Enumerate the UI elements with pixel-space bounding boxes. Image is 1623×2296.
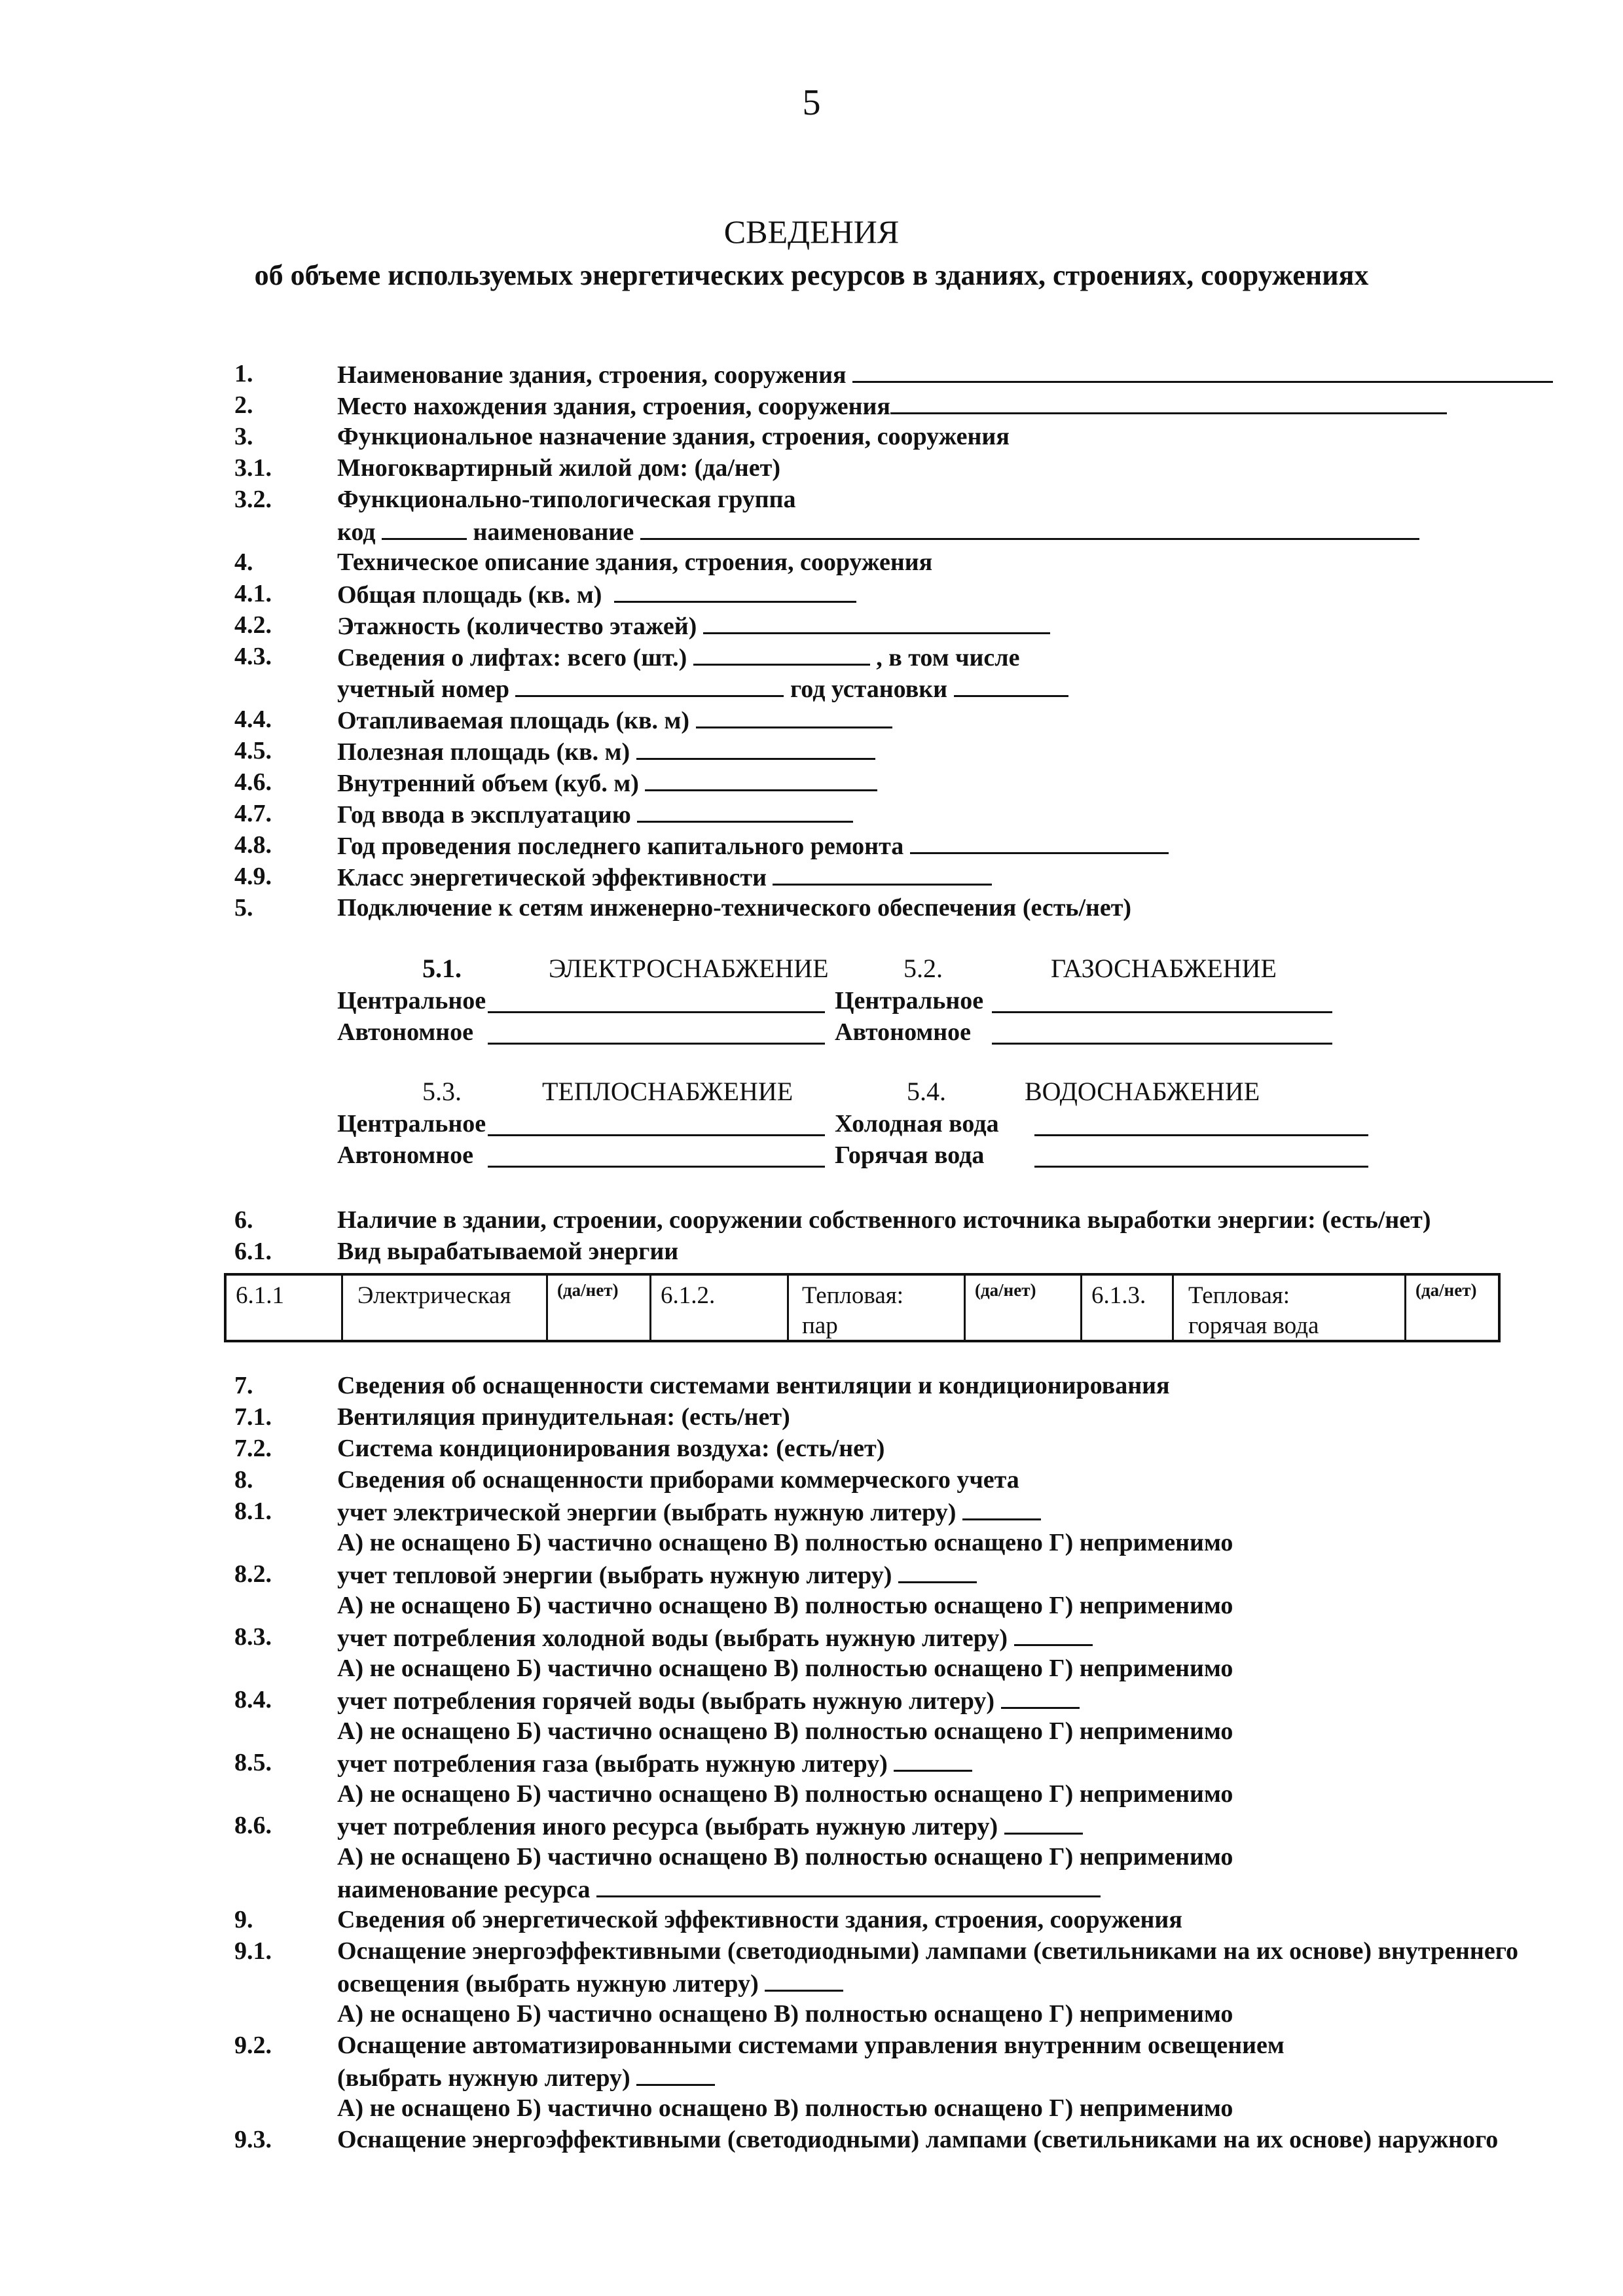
lift-number-field[interactable]: [515, 675, 784, 697]
electric-meter-letter-field[interactable]: [962, 1499, 1041, 1520]
document-subtitle: об объеме используемых энергетических ресурсов в зданиях, строениях, сооружениях: [254, 259, 1369, 291]
table-cell-electric: Электрическая: [343, 1276, 548, 1340]
heat-meter-letter-field[interactable]: [898, 1562, 977, 1583]
internal-volume-field[interactable]: [645, 770, 877, 791]
cold-water-label: Холодная вода: [835, 1110, 999, 1138]
gas-autonomous-label: Автономное: [835, 1018, 971, 1046]
energy-source-table: [224, 1273, 1501, 1342]
group-code-field[interactable]: [382, 518, 467, 540]
energy-class-field[interactable]: [773, 864, 992, 886]
building-name-field[interactable]: [852, 361, 1553, 383]
section-5-1-title: ЭЛЕКТРОСНАБЖЕНИЕ: [549, 954, 829, 983]
hot-water-energy-sublabel: горячая вода: [1188, 1312, 1319, 1340]
hot-water-energy-label: Тепловая:: [1188, 1282, 1290, 1309]
hot-water-meter-letter-field[interactable]: [1001, 1687, 1080, 1709]
section-5-3-num: 5.3.: [422, 1077, 462, 1106]
section-5-4-title: ВОДОСНАБЖЕНИЕ: [1025, 1077, 1260, 1106]
resource-name-field[interactable]: [596, 1876, 1101, 1897]
electric-autonomous-label: Автономное: [337, 1018, 473, 1046]
building-location-field[interactable]: [890, 393, 1447, 414]
electric-yes-no[interactable]: (да/нет): [548, 1276, 651, 1340]
section-5-3-title: ТЕПЛОСНАБЖЕНИЕ: [542, 1077, 793, 1106]
group-name-field[interactable]: [640, 518, 1419, 540]
heat-autonomous-field[interactable]: [488, 1166, 825, 1168]
page-number: 5: [802, 82, 821, 123]
cold-water-field[interactable]: [1034, 1134, 1368, 1136]
section-5-4-num: 5.4.: [907, 1077, 946, 1106]
hot-water-field[interactable]: [1034, 1166, 1368, 1168]
heated-area-field[interactable]: [696, 707, 892, 728]
table-cell-number: 6.1.3.: [1082, 1276, 1174, 1340]
electric-autonomous-field[interactable]: [488, 1043, 825, 1045]
electric-central-label: Центральное: [337, 987, 486, 1014]
other-meter-letter-field[interactable]: [1004, 1813, 1083, 1835]
document-title: СВЕДЕНИЯ: [723, 213, 900, 250]
steam-yes-no[interactable]: (да/нет): [966, 1276, 1082, 1340]
table-cell-steam: [789, 1276, 966, 1340]
hot-water-label: Горячая вода: [835, 1141, 985, 1169]
table-cell-number: 6.1.2.: [651, 1276, 789, 1340]
table-cell-hot-water: [1174, 1276, 1406, 1340]
floors-field[interactable]: [703, 613, 1050, 634]
gas-autonomous-field[interactable]: [992, 1043, 1332, 1045]
last-repair-year-field[interactable]: [910, 833, 1169, 854]
section-5-2-num: 5.2.: [903, 954, 943, 983]
led-interior-letter-field[interactable]: [765, 1970, 843, 1992]
steam-sublabel: пар: [802, 1312, 838, 1340]
hot-water-yes-no[interactable]: (да/нет): [1415, 1280, 1477, 1300]
electric-central-field[interactable]: [488, 1011, 825, 1013]
lifts-total-field[interactable]: [693, 644, 870, 666]
steam-label: Тепловая:: [802, 1282, 904, 1309]
gas-central-field[interactable]: [992, 1011, 1332, 1013]
section-5-2-title: ГАЗОСНАБЖЕНИЕ: [1051, 954, 1277, 983]
heat-central-field[interactable]: [488, 1134, 825, 1136]
heat-autonomous-label: Автономное: [337, 1141, 473, 1169]
heat-central-label: Центральное: [337, 1110, 486, 1138]
commission-year-field[interactable]: [637, 801, 853, 823]
lighting-control-letter-field[interactable]: [636, 2064, 715, 2086]
useful-area-field[interactable]: [636, 738, 875, 760]
gas-meter-letter-field[interactable]: [894, 1750, 972, 1772]
section-5-1-num: 5.1.: [422, 954, 462, 983]
table-cell-number: 6.1.1: [227, 1276, 343, 1340]
gas-central-label: Центральное: [835, 987, 984, 1014]
cold-water-meter-letter-field[interactable]: [1014, 1624, 1093, 1646]
total-area-field[interactable]: [614, 581, 856, 603]
lift-install-year-field[interactable]: [954, 675, 1068, 697]
